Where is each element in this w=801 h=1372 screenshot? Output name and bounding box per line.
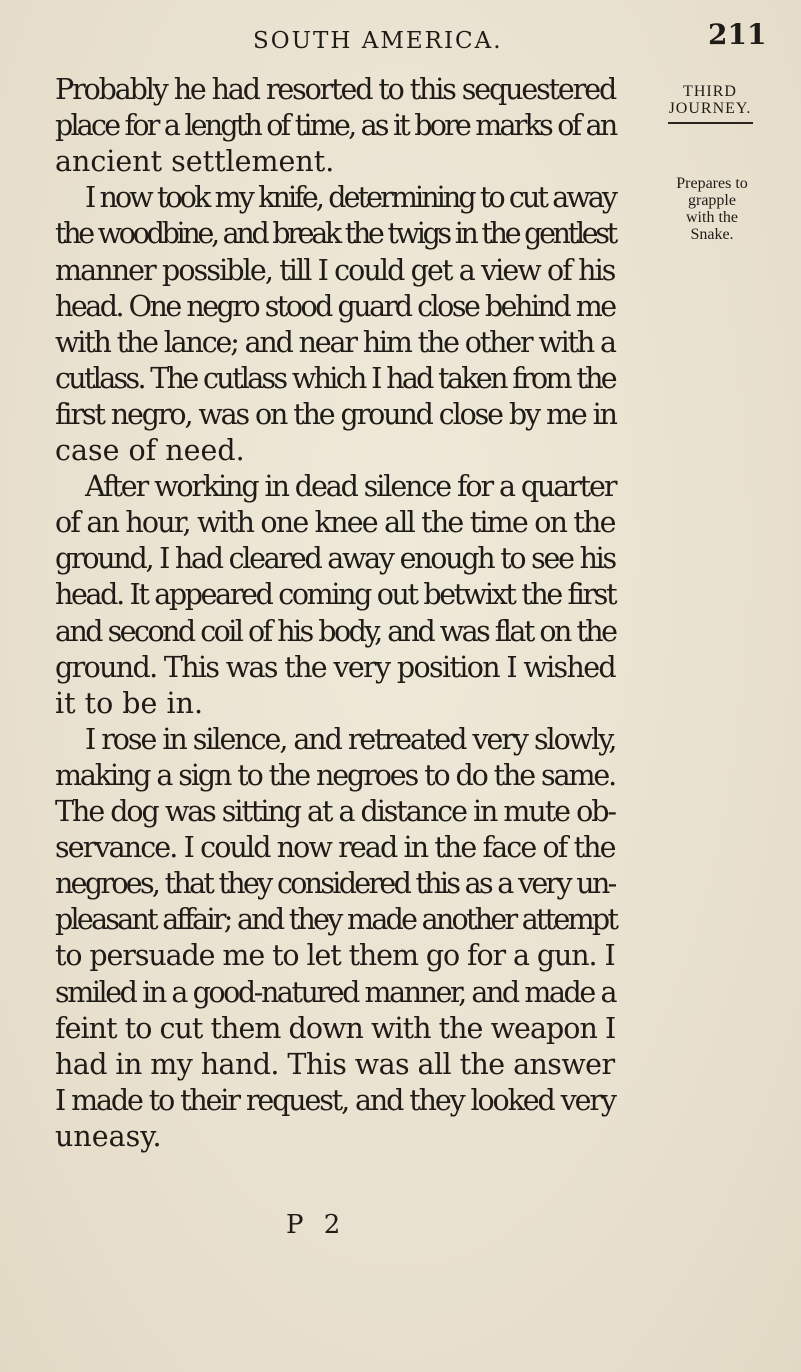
text-line: of an hour, with one knee all the time on the — [55, 506, 615, 540]
running-head: SOUTH AMERICA. — [253, 28, 503, 54]
text-line: place for a length of time, as it bore marks of an — [55, 109, 616, 143]
text-line: smiled in a good-natured manner, and made a — [55, 975, 616, 1009]
text-line: Probably he had resorted to this sequestered — [55, 73, 616, 106]
text-line: uneasy. — [55, 1119, 162, 1153]
text-line: to persuade me to let them go for a gun. I — [55, 939, 615, 973]
margin-note-line: Snake. — [690, 226, 734, 243]
text-line: and second coil of his body, and was flat on the — [55, 614, 616, 648]
margin-note-line: THIRD — [683, 83, 737, 100]
text-line: head. It appeared coming out betwixt the first — [55, 578, 616, 612]
page-number: 211 — [708, 18, 767, 51]
text-line: feint to cut them down with the weapon I — [55, 1011, 616, 1045]
text-line: pleasant affair; and they made another attempt — [55, 903, 617, 937]
text-line: head. One negro stood guard close behind me — [55, 289, 615, 323]
margin-note-line: JOURNEY. — [668, 100, 752, 117]
text-line: I made to their request, and they looked very — [55, 1083, 615, 1117]
text-line: case of need. — [55, 434, 245, 467]
text-line: ancient settlement. — [55, 145, 335, 179]
signature-mark: P 2 — [286, 1210, 347, 1240]
margin-rule — [668, 122, 753, 124]
text-line: making a sign to the negroes to do the same. — [55, 758, 616, 792]
margin-note-snake — [652, 175, 772, 243]
text-line: The dog was sitting at a distance in mute ob- — [55, 795, 616, 828]
text-line: ground, I had cleared away enough to see his — [55, 542, 615, 576]
text-line: it to be in. — [55, 686, 203, 720]
text-line: had in my hand. This was all the answer — [55, 1047, 615, 1081]
text-line: servance. I could now read in the face of the — [55, 831, 615, 865]
text-line: After working in dead silence for a quarter — [85, 470, 616, 504]
margin-note-line: grapple — [688, 192, 736, 209]
text-line: I now took my knife, determining to cut away — [85, 181, 616, 215]
margin-note-line: Prepares to — [676, 175, 748, 192]
text-line: cutlass. The cutlass which I had taken from the — [55, 361, 616, 395]
text-line: negroes, that they considered this as a very un- — [55, 867, 615, 901]
text-line: manner possible, till I could get a view of his — [55, 253, 615, 287]
margin-note-line: with the — [686, 209, 738, 226]
text-line: the woodbine, and break the twigs in the gentlest — [55, 217, 615, 251]
margin-note-journey — [655, 83, 765, 124]
text-line: I rose in silence, and retreated very slowly, — [85, 722, 616, 756]
text-line: first negro, was on the ground close by me in — [55, 397, 616, 431]
text-line: with the lance; and near him the other with a — [55, 325, 615, 359]
text-line: ground. This was the very position I wished — [55, 650, 616, 684]
